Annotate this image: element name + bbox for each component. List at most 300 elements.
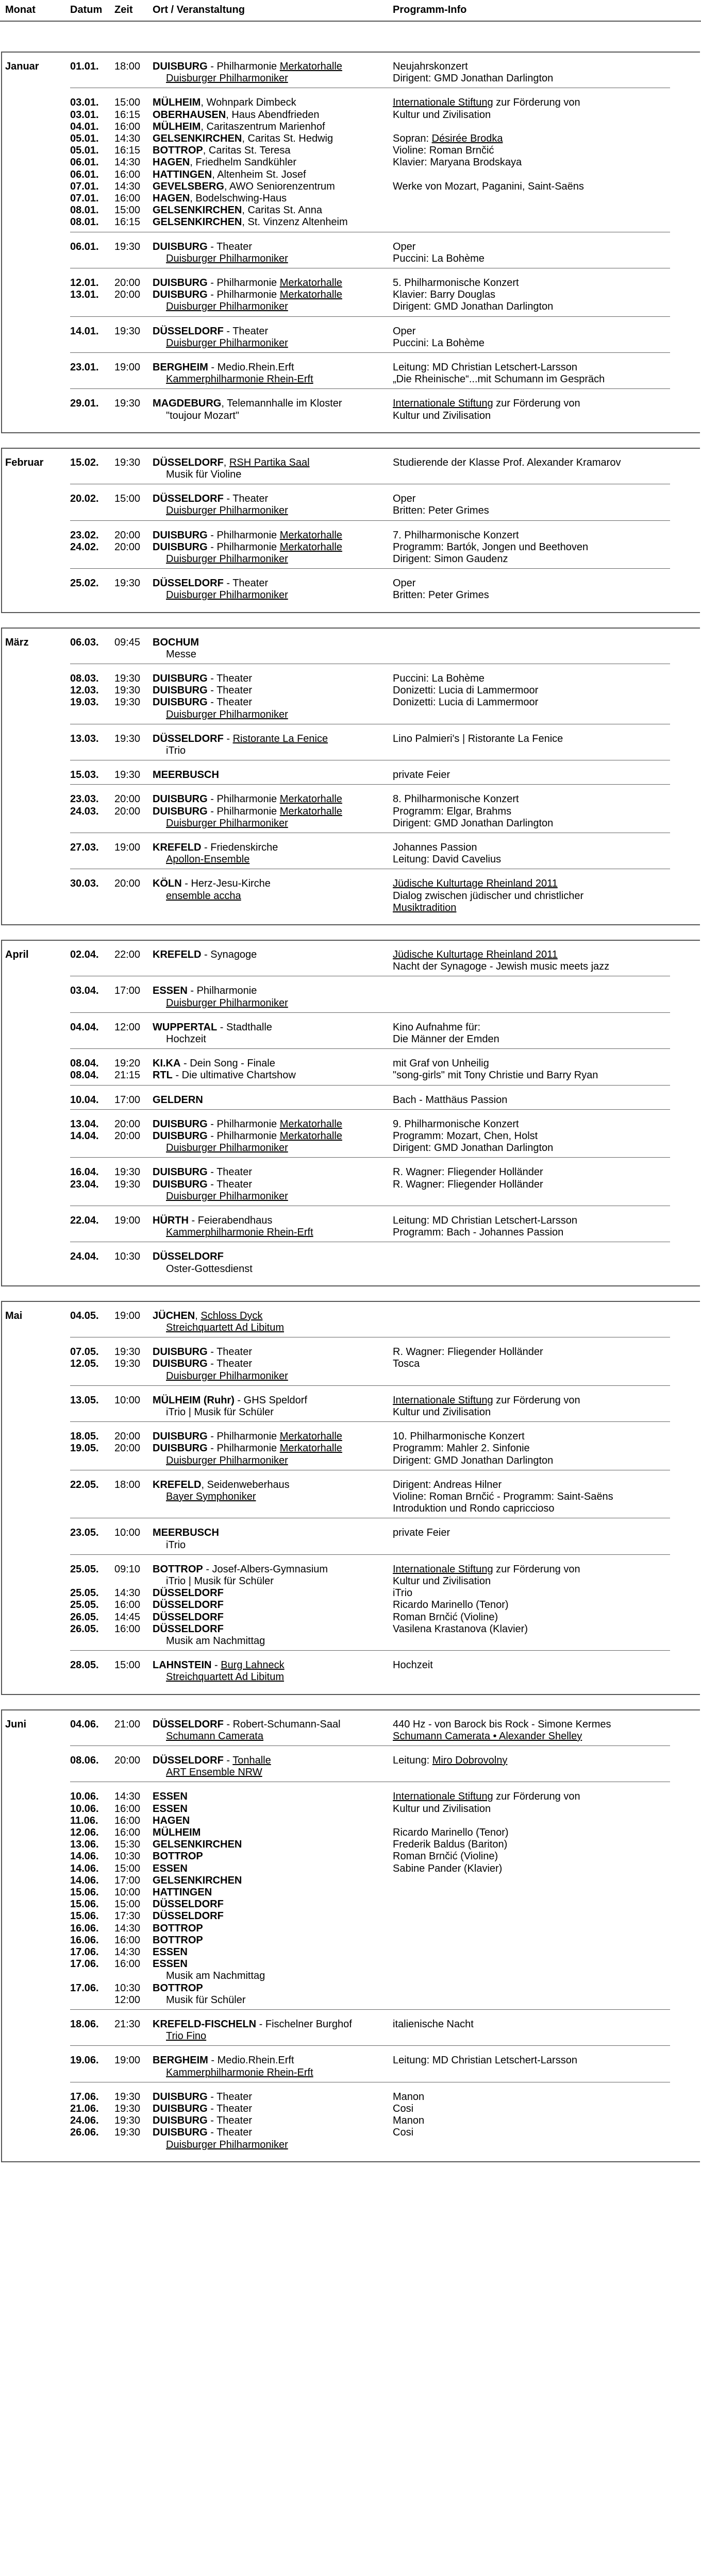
program-info <box>393 530 519 541</box>
program-info <box>393 1130 538 1142</box>
venue-city: DÜSSELDORF <box>153 456 224 468</box>
header-monat: Monat <box>5 4 36 15</box>
program-info <box>393 1659 433 1671</box>
program-info-text: Violine: Roman Brnčić <box>393 145 494 157</box>
ensemble-name[interactable]: Duisburger Philharmoniker <box>166 73 288 84</box>
event-time: 19:30 <box>114 1358 141 1370</box>
venue-city: DUISBURG <box>153 541 208 553</box>
event-venue <box>153 2103 252 2114</box>
venue-city: MÜLHEIM (Ruhr) <box>153 1394 235 1406</box>
venue-link[interactable]: Merkatorhalle <box>279 1130 342 1142</box>
venue-city: KREFELD <box>153 1479 202 1490</box>
program-info-text: private Feier <box>393 769 450 781</box>
program-info-text[interactable]: Internationale Stiftung <box>393 1394 493 1406</box>
program-info-text[interactable]: Schumann Camerata • Alexander Shelley <box>393 1730 582 1742</box>
venue-city: ESSEN <box>153 985 188 997</box>
ensemble-name[interactable]: ensemble accha <box>166 890 241 902</box>
ensemble-name[interactable]: Streichquartett Ad Libitum <box>166 1671 285 1683</box>
event-date: 07.01. <box>70 193 99 204</box>
program-info <box>393 1033 499 1045</box>
event-date: 01.01. <box>70 61 99 72</box>
event-date: 24.03. <box>70 805 99 817</box>
program-info <box>393 61 468 72</box>
venue-name: - Die ultimative Chartshow <box>172 1070 296 1081</box>
event-venue <box>153 216 348 228</box>
event-date: 16.06. <box>70 1934 99 1946</box>
venue-link[interactable]: Ristorante La Fenice <box>232 733 328 744</box>
event-venue <box>153 1958 188 1970</box>
event-time: 14:30 <box>114 1791 141 1803</box>
event-time: 20:00 <box>114 277 141 289</box>
event-date: 12.06. <box>70 1827 99 1838</box>
program-info <box>393 1070 598 1081</box>
venue-name: , Haus Abendfrieden <box>226 109 320 121</box>
ensemble-name[interactable]: Duisburger Philharmoniker <box>166 505 288 517</box>
venue-name: - Stadthalle <box>217 1021 272 1033</box>
program-info-text: Britten: Peter Grimes <box>393 505 489 517</box>
event-time: 20:00 <box>114 1443 141 1454</box>
program-info-text: Programm: Bartók, Jongen und Beethoven <box>393 541 589 553</box>
event-date: 14.06. <box>70 1862 99 1874</box>
event-date: 03.01. <box>70 97 99 109</box>
event-date: 06.01. <box>70 157 99 168</box>
event-date: 16.06. <box>70 1922 99 1934</box>
header-divider <box>0 21 701 22</box>
program-info-text: 5. Philharmonische Konzert <box>393 277 519 289</box>
event-date: 20.02. <box>70 493 99 505</box>
ensemble-name[interactable]: Duisburger Philharmoniker <box>166 708 288 720</box>
event-time: 22:00 <box>114 949 141 960</box>
program-info <box>393 541 588 553</box>
program-info-text: Tosca <box>393 1358 420 1370</box>
venue-city: DÜSSELDORF <box>153 1251 224 1263</box>
event-venue <box>153 1791 188 1802</box>
venue-link[interactable]: Merkatorhalle <box>279 289 342 301</box>
venue-city: MEERBUSCH <box>153 769 219 781</box>
program-info-text: Sabine Pander (Klavier) <box>393 1862 503 1874</box>
venue-link[interactable]: Merkatorhalle <box>279 1118 342 1130</box>
event-date: 23.01. <box>70 362 99 373</box>
venue-city: BOTTROP <box>153 1934 203 1946</box>
program-info-text[interactable]: Jüdische Kulturtage Rheinland 2011 <box>393 949 558 960</box>
venue-link[interactable]: Burg Lahneck <box>221 1659 285 1671</box>
ensemble-name[interactable]: Streichquartett Ad Libitum <box>166 1322 285 1333</box>
event-time: 19:30 <box>114 733 141 744</box>
event-venue <box>153 2115 252 2126</box>
program-info-text[interactable]: Musiktradition <box>393 902 457 913</box>
venue-city: ESSEN <box>153 1803 188 1815</box>
venue-city: GELSENKIRCHEN <box>153 1874 242 1886</box>
ensemble-name[interactable]: Duisburger Philharmoniker <box>166 1454 288 1466</box>
ensemble-name: "toujour Mozart" <box>166 410 240 421</box>
venue-name: - Philharmonie <box>207 289 280 301</box>
event-time: 21:00 <box>114 1718 141 1730</box>
program-info-text: Dialog zwischen jüdischer und christlicher <box>393 890 584 902</box>
header-ort: Ort / Veranstaltung <box>153 4 245 15</box>
event-time: 19:30 <box>114 769 141 781</box>
event-venue <box>153 97 296 108</box>
program-info-text: "song-girls" mit Tony Christie und Barry Ryan <box>393 1070 598 1081</box>
event-date: 13.03. <box>70 733 99 744</box>
program-info-text[interactable]: Jüdische Kulturtage Rheinland 2011 <box>393 878 558 890</box>
venue-city: MAGDEBURG <box>153 398 222 410</box>
venue-name: - Philharmonie <box>207 1443 280 1454</box>
program-info <box>393 842 477 853</box>
ensemble-name[interactable]: Duisburger Philharmoniker <box>166 2139 288 2150</box>
event-time: 10:30 <box>114 1851 141 1862</box>
event-venue <box>153 578 268 589</box>
venue-name: - Theater <box>207 1358 253 1370</box>
program-info <box>393 253 485 264</box>
venue-city: ESSEN <box>153 1946 188 1958</box>
program-info-text: italienische Nacht <box>393 2019 474 2030</box>
program-info <box>393 1731 582 1742</box>
event-venue <box>153 326 268 337</box>
event-venue <box>153 145 290 156</box>
event-time: 19:30 <box>114 685 141 697</box>
event-date: 12.01. <box>70 277 99 289</box>
month-section-juni <box>1 1709 700 2162</box>
program-info <box>393 1346 543 1358</box>
event-date: 13.05. <box>70 1394 99 1406</box>
event-date: 06.01. <box>70 241 99 252</box>
ensemble-name: Musik am Nachmittag <box>166 1970 265 1982</box>
venue-link[interactable]: Schloss Dyck <box>201 1310 263 1321</box>
program-info-text: Ricardo Marinello (Tenor) <box>393 1599 509 1611</box>
event-venue <box>153 277 342 289</box>
event-time: 16:00 <box>114 121 141 132</box>
venue-city: GELSENKIRCHEN <box>153 216 242 228</box>
program-info <box>393 277 519 289</box>
venue-city: DÜSSELDORF <box>153 325 224 337</box>
program-info-text[interactable]: Internationale Stiftung <box>393 1563 493 1575</box>
month-label: Mai <box>5 1310 23 1321</box>
venue-city: DUISBURG <box>153 1178 208 1190</box>
group-divider <box>70 2009 670 2010</box>
event-date: 24.02. <box>70 541 99 553</box>
program-info <box>393 1719 611 1730</box>
program-info-text: mit Graf von Unheilig <box>393 1058 489 1070</box>
event-time: 19:30 <box>114 1346 141 1358</box>
venue-name: - Theater <box>207 685 253 697</box>
program-info-text: Puccini: La Bohème <box>393 252 485 264</box>
month-label: Februar <box>5 456 44 468</box>
venue-name: , Caritas St. Teresa <box>203 145 291 157</box>
event-time: 21:30 <box>114 2019 141 2030</box>
program-info <box>393 1491 613 1502</box>
event-venue <box>153 1094 203 1106</box>
program-info-text: R. Wagner: Fliegender Holländer <box>393 1178 543 1190</box>
venue-name: - Fischelner Burghof <box>256 2019 352 2030</box>
venue-city: DUISBURG <box>153 529 208 541</box>
program-info-text: Dirigent: Andreas Hilner <box>393 1479 502 1490</box>
ensemble-name[interactable]: Duisburger Philharmoniker <box>166 817 288 829</box>
event-time: 10:00 <box>114 1394 141 1406</box>
event-venue <box>153 1946 188 1958</box>
venue-link[interactable]: Merkatorhalle <box>279 805 342 817</box>
venue-link[interactable]: Merkatorhalle <box>279 61 342 72</box>
program-info <box>393 685 538 696</box>
venue-city: KREFELD-FISCHELN <box>153 2019 257 2030</box>
event-time: 17:00 <box>114 1094 141 1106</box>
program-info-text: Programm: Bach - Johannes Passion <box>393 1227 564 1239</box>
ensemble-name[interactable]: Trio Fino <box>166 2030 207 2042</box>
event-time: 19:20 <box>114 1058 141 1070</box>
program-info-text: 9. Philharmonische Konzert <box>393 1118 519 1130</box>
program-info <box>393 157 522 168</box>
event-venue <box>153 1527 219 1538</box>
venue-city: MÜLHEIM <box>153 121 201 132</box>
program-info-text: Werke von Mozart, Paganini, Saint-Saëns <box>393 180 584 192</box>
venue-city: DUISBURG <box>153 1118 208 1130</box>
program-info <box>393 553 508 565</box>
event-time: 19:00 <box>114 1310 141 1321</box>
ensemble-name[interactable]: Kammerphilharmonie Rhein-Erft <box>166 2066 313 2078</box>
venue-name: - <box>223 1755 233 1766</box>
venue-link[interactable]: Merkatorhalle <box>279 1443 342 1454</box>
ensemble-name[interactable]: Duisburger Philharmoniker <box>166 252 288 264</box>
event-date: 10.06. <box>70 1791 99 1803</box>
event-date: 10.04. <box>70 1094 99 1106</box>
event-venue <box>153 2055 294 2066</box>
group-divider <box>70 1157 670 1158</box>
event-venue <box>153 1887 212 1898</box>
program-info <box>393 1564 580 1575</box>
event-venue <box>153 1719 341 1730</box>
group-divider <box>70 1085 670 1086</box>
group-divider <box>70 568 670 569</box>
program-info <box>393 854 501 865</box>
program-info <box>393 589 489 601</box>
venue-city: DUISBURG <box>153 805 208 817</box>
event-date: 13.06. <box>70 1839 99 1851</box>
event-date: 03.04. <box>70 985 99 997</box>
program-info-text: Programm: Elgar, Brahms <box>393 805 512 817</box>
program-info <box>393 1587 412 1599</box>
venue-city: GELSENKIRCHEN <box>153 1839 242 1851</box>
event-time: 16:00 <box>114 1827 141 1838</box>
program-info-text: Oper <box>393 578 416 589</box>
event-time: 20:00 <box>114 793 141 805</box>
event-time: 20:00 <box>114 1118 141 1130</box>
venue-city: DÜSSELDORF <box>153 1623 224 1635</box>
event-date: 07.05. <box>70 1346 99 1358</box>
event-time: 20:00 <box>114 541 141 553</box>
venue-city: HAGEN <box>153 157 190 168</box>
program-info <box>393 133 503 144</box>
event-date: 24.06. <box>70 2115 99 2127</box>
program-info <box>393 181 584 192</box>
program-info-text: Dirigent: GMD Jonathan Darlington <box>393 73 554 84</box>
event-venue <box>153 362 294 373</box>
venue-name: , Bodelschwing-Haus <box>190 193 287 204</box>
program-info-text: Kultur und Zivilisation <box>393 410 491 421</box>
program-info <box>393 578 415 589</box>
program-info-text: Bach - Matthäus Passion <box>393 1094 508 1106</box>
ensemble-name: iTrio | Musik für Schüler <box>166 1575 274 1587</box>
ensemble-name[interactable]: Duisburger Philharmoniker <box>166 589 288 601</box>
ensemble-name: Messe <box>166 648 196 660</box>
program-info <box>393 1118 519 1130</box>
event-date: 14.06. <box>70 1851 99 1862</box>
ensemble-name[interactable]: Kammerphilharmonie Rhein-Erft <box>166 1227 313 1239</box>
program-info <box>393 949 558 960</box>
event-time: 19:00 <box>114 842 141 853</box>
event-venue <box>153 205 322 216</box>
event-venue <box>153 457 310 468</box>
event-date: 08.04. <box>70 1058 99 1070</box>
program-info-text: Klavier: Maryana Brodskaya <box>393 157 522 168</box>
program-info-rest: zur Förderung von <box>493 398 580 410</box>
program-info <box>393 1575 491 1587</box>
program-info <box>393 1851 498 1862</box>
event-venue <box>153 1863 188 1874</box>
event-venue <box>153 1612 224 1623</box>
event-date: 26.05. <box>70 1611 99 1623</box>
program-info-link[interactable]: Désirée Brodka <box>431 133 503 144</box>
event-date: 22.05. <box>70 1479 99 1490</box>
event-venue <box>153 1166 252 1178</box>
venue-link[interactable]: Tonhalle <box>232 1755 271 1766</box>
event-date: 19.06. <box>70 2055 99 2066</box>
ensemble-name[interactable]: ART Ensemble NRW <box>166 1767 262 1778</box>
program-info <box>393 961 609 972</box>
ensemble-name[interactable]: Duisburger Philharmoniker <box>166 997 288 1009</box>
program-info <box>393 1803 491 1815</box>
event-date: 04.04. <box>70 1021 99 1033</box>
group-divider <box>70 1421 670 1422</box>
event-venue <box>153 769 219 781</box>
program-info <box>393 1058 489 1069</box>
venue-city: BOTTROP <box>153 1851 203 1862</box>
program-info-text: 10. Philharmonische Konzert <box>393 1431 525 1443</box>
event-date: 18.06. <box>70 2019 99 2030</box>
venue-name: - GHS Speldorf <box>234 1394 308 1406</box>
program-info <box>393 902 456 913</box>
ensemble-name[interactable]: Apollon-Ensemble <box>166 854 250 866</box>
event-time: 20:00 <box>114 1130 141 1142</box>
program-info-text[interactable]: Internationale Stiftung <box>393 1791 493 1803</box>
event-date: 24.04. <box>70 1251 99 1263</box>
event-time: 17:00 <box>114 985 141 997</box>
event-venue <box>153 1058 275 1069</box>
ensemble-name[interactable]: Duisburger Philharmoniker <box>166 301 288 313</box>
event-date: 04.05. <box>70 1310 99 1321</box>
venue-name: - Theater <box>207 1346 253 1358</box>
event-date: 19.03. <box>70 697 99 708</box>
event-date: 11.06. <box>70 1815 98 1826</box>
venue-link[interactable]: Merkatorhalle <box>279 277 342 289</box>
venue-city: HÜRTH <box>153 1215 189 1226</box>
venue-link[interactable]: RSH Partika Saal <box>229 456 310 468</box>
event-venue <box>153 673 252 684</box>
program-info-link[interactable]: Miro Dobrovolny <box>432 1755 508 1766</box>
venue-name: , Seidenweberhaus <box>201 1479 290 1490</box>
program-info <box>393 1094 507 1106</box>
venue-link[interactable]: Merkatorhalle <box>279 793 342 805</box>
venue-city: BOTTROP <box>153 145 203 157</box>
header-info: Programm-Info <box>393 4 467 15</box>
venue-city: DÜSSELDORF <box>153 1718 224 1730</box>
program-info-text[interactable]: Internationale Stiftung <box>393 97 493 109</box>
venue-city: DUISBURG <box>153 1443 208 1454</box>
venue-link[interactable]: Merkatorhalle <box>279 529 342 541</box>
event-time: 19:00 <box>114 1215 141 1226</box>
event-date: 14.04. <box>70 1130 99 1142</box>
event-time: 16:15 <box>114 145 141 157</box>
venue-name: - Theater <box>207 1166 253 1178</box>
venue-city: DÜSSELDORF <box>153 1611 224 1623</box>
program-info <box>393 337 485 349</box>
program-info-text[interactable]: Internationale Stiftung <box>393 398 493 410</box>
venue-link[interactable]: Merkatorhalle <box>279 1431 342 1443</box>
program-info-text: Leitung: David Cavelius <box>393 854 502 866</box>
ensemble-name: Oster-Gottesdienst <box>166 1263 253 1275</box>
event-time: 19:30 <box>114 1178 141 1190</box>
venue-link[interactable]: Merkatorhalle <box>279 541 342 553</box>
ensemble-name[interactable]: Duisburger Philharmoniker <box>166 553 288 565</box>
venue-city: ESSEN <box>153 1958 188 1970</box>
event-venue <box>153 2127 252 2138</box>
program-info <box>393 301 553 312</box>
program-info <box>393 289 495 300</box>
program-info-text: Hochzeit <box>393 1659 433 1671</box>
program-info <box>393 1839 507 1850</box>
event-date: 25.02. <box>70 578 99 589</box>
venue-name: , Wohnpark Dimbeck <box>201 97 296 109</box>
program-info-text: Johannes Passion <box>393 842 477 853</box>
event-venue <box>153 1130 342 1142</box>
ensemble-name[interactable]: Kammerphilharmonie Rhein-Erft <box>166 374 313 385</box>
venue-city: DUISBURG <box>153 1358 208 1370</box>
ensemble-name[interactable]: Duisburger Philharmoniker <box>166 337 288 349</box>
ensemble-name[interactable]: Duisburger Philharmoniker <box>166 1190 288 1202</box>
event-time: 16:00 <box>114 1934 141 1946</box>
event-venue <box>153 193 287 204</box>
venue-name: - Philharmonie <box>207 541 280 553</box>
program-info-text: 440 Hz - von Barock bis Rock - Simone Kermes <box>393 1718 611 1730</box>
program-info <box>393 1358 420 1369</box>
event-date: 28.05. <box>70 1659 99 1671</box>
ensemble-name[interactable]: Schumann Camerata <box>166 1730 263 1742</box>
event-time: 15:30 <box>114 1839 141 1851</box>
venue-name: , St. Vinzenz Altenheim <box>242 216 348 228</box>
event-date: 23.05. <box>70 1527 99 1539</box>
event-date: 15.06. <box>70 1887 99 1898</box>
program-info <box>393 1612 498 1623</box>
event-venue <box>153 121 325 132</box>
event-date: 13.01. <box>70 289 99 301</box>
venue-city: ESSEN <box>153 1862 188 1874</box>
ensemble-name[interactable]: Duisburger Philharmoniker <box>166 1142 288 1154</box>
program-info <box>393 806 511 817</box>
ensemble-name[interactable]: Bayer Symphoniker <box>166 1491 256 1502</box>
program-info <box>393 1022 480 1033</box>
event-time: 21:15 <box>114 1070 141 1081</box>
venue-city: MEERBUSCH <box>153 1527 219 1539</box>
venue-name: - Theater <box>207 1178 253 1190</box>
venue-city: DÜSSELDORF <box>153 1899 224 1910</box>
program-info <box>393 1791 580 1802</box>
ensemble-name[interactable]: Duisburger Philharmoniker <box>166 1370 288 1382</box>
venue-city: HATTINGEN <box>153 168 212 180</box>
venue-city: BOCHUM <box>153 636 199 648</box>
venue-city: DUISBURG <box>153 2091 208 2103</box>
venue-name: - Theater <box>223 325 269 337</box>
event-date: 21.06. <box>70 2103 99 2114</box>
venue-name: - Robert-Schumann-Saal <box>223 1718 341 1730</box>
program-info-text: Sopran: <box>393 133 432 144</box>
